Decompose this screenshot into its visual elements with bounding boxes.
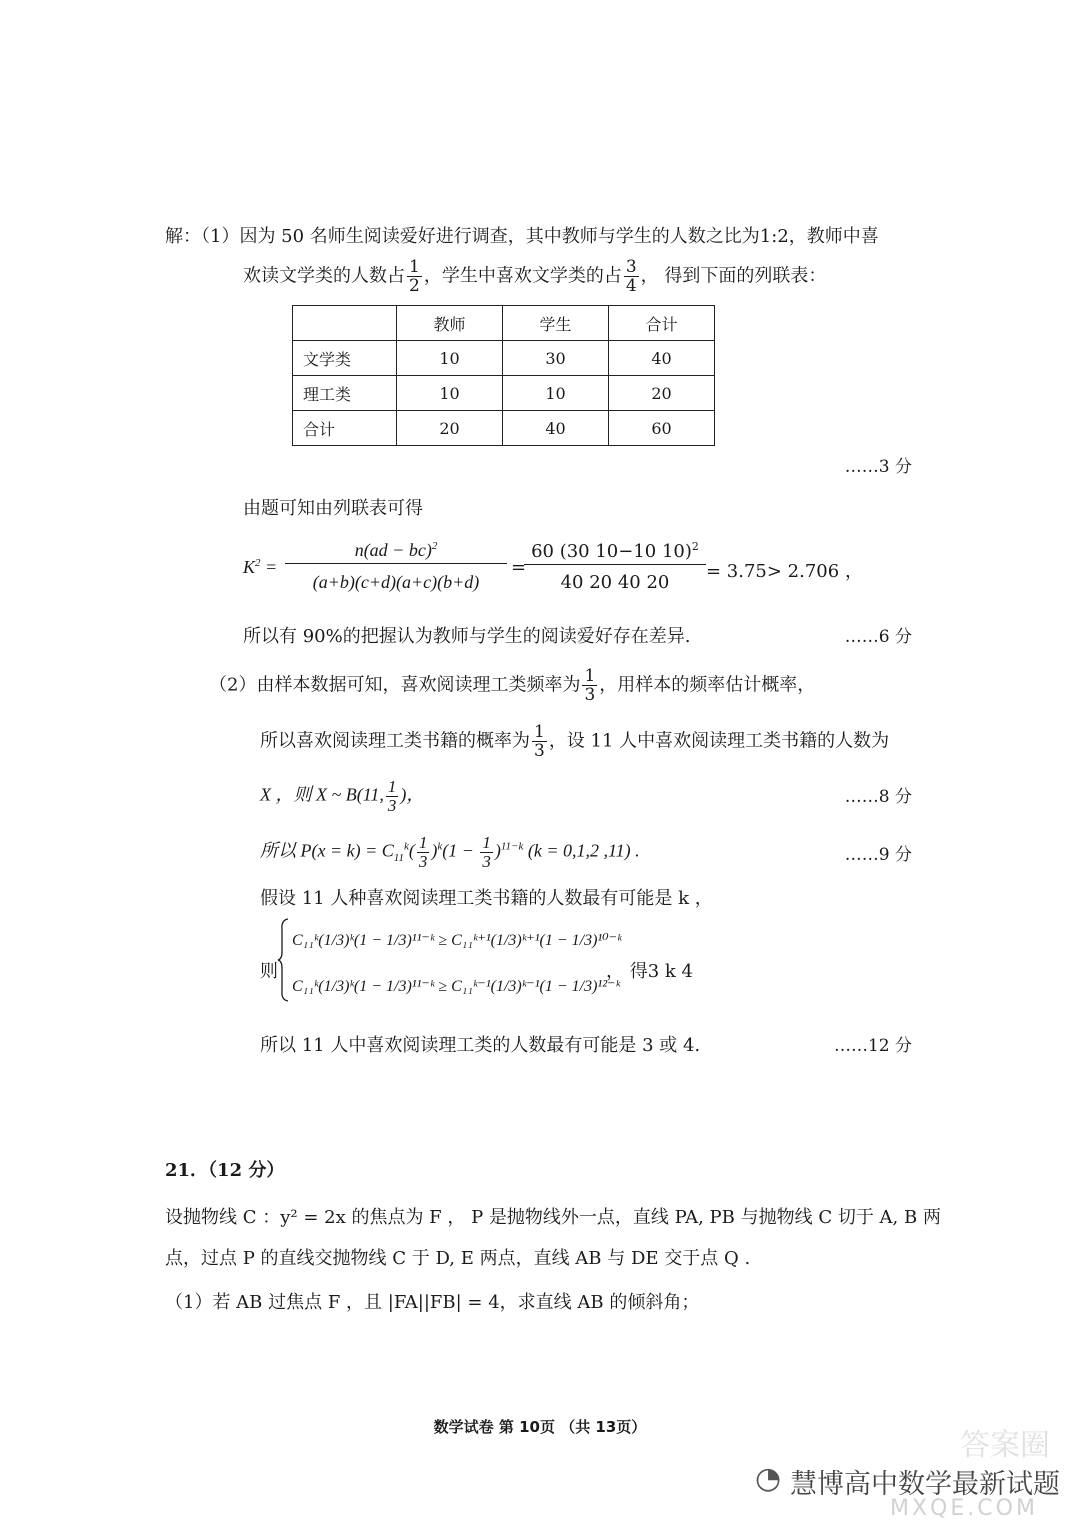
solution-line-2: [243, 258, 826, 295]
then-label: 则: [260, 961, 278, 982]
text-segment: 所以 P(x = k) = C: [260, 840, 394, 861]
denominator: 2: [409, 276, 420, 296]
wechat-icon: ◔: [755, 1461, 782, 1496]
table-cell: 学生: [503, 306, 609, 341]
text-segment: （2）由样本数据可知，喜欢阅读理工类频率为: [209, 674, 581, 696]
table-cell: 20: [609, 376, 715, 411]
table-row: [293, 411, 715, 446]
k2-symbol: $K^2$ =: [243, 557, 278, 577]
table-cell: 教师: [397, 306, 503, 341]
fraction-third: [582, 667, 597, 704]
text-segment: ，设 11 人中喜欢阅读理工类书籍的人数为: [548, 730, 890, 752]
text-segment: ，用样本的频率估计概率，: [599, 674, 816, 696]
table-cell: 30: [503, 341, 609, 376]
text-segment: 欢读文学类的人数占: [243, 265, 405, 287]
table-header-row: [293, 306, 715, 341]
table-cell: 文学类: [293, 341, 397, 376]
part2-line-2: [260, 723, 889, 760]
question-21-title: 21．（12 分）: [165, 1160, 285, 1181]
solution-line-1: 解：（1）因为 50 名师生阅读爱好进行调查，其中教师与学生的人数之比为1:2，教师中喜: [165, 226, 879, 247]
text-segment: X ，则 X ~ B(11,: [260, 784, 384, 805]
watermark-brand: 慧博高中数学最新试题: [790, 1469, 1060, 1500]
text-segment: (k = 0,1,2 ,11) .: [527, 840, 640, 861]
denominator: 3: [534, 741, 545, 761]
question-21-line-2: 点，过点 P 的直线交抛物线 C 于 D, E 两点，直线 AB 与 DE 交于点 Q .: [165, 1248, 751, 1269]
part2-conclusion: 所以 11 人中喜欢阅读理工类的人数最有可能是 3 或 4.: [260, 1035, 701, 1056]
table-row: [293, 341, 715, 376]
inequality-result: ， 得3 k 4: [606, 961, 693, 982]
score-marker-6: ……6 分: [844, 627, 912, 647]
k2-denominator: (a+b)(c+d)(a+c)(b+d): [312, 572, 480, 592]
table-cell: 10: [397, 376, 503, 411]
denominator: 3: [418, 852, 428, 871]
table-cell: 40: [609, 341, 715, 376]
part2-line-5: 假设 11 人种喜欢阅读理工类书籍的人数最有可能是 k ，: [260, 888, 713, 909]
part2-line-3: [260, 778, 424, 815]
text-segment: ，学生中喜欢文学类的占: [423, 265, 622, 287]
text-segment: 所以喜欢阅读理工类书籍的概率为: [260, 730, 530, 752]
k2-value-numerator: 60 (30 10−10 10)$^2$: [524, 540, 706, 565]
inequality-row-2: C₁₁ᵏ(1/3)ᵏ(1 − 1/3)¹¹⁻ᵏ ≥ C₁₁ᵏ⁻¹(1/3)ᵏ⁻¹(1 − 1/3)¹²⁻ᵏ: [292, 978, 620, 995]
contingency-table: [292, 305, 715, 446]
score-marker-9: ……9 分: [844, 845, 912, 865]
numerator: 1: [387, 777, 397, 796]
numerator: 3: [625, 257, 637, 277]
watermark-stamp: 答案圈: [960, 1428, 1050, 1463]
fraction-three-quarters: [624, 258, 639, 295]
fraction-third: [480, 834, 493, 871]
score-marker-3: ……3 分: [844, 457, 912, 477]
numerator: 1: [409, 257, 420, 277]
numerator: 1: [482, 833, 491, 852]
table-cell: 10: [503, 376, 609, 411]
k2-numerator: n(ad − bc)$^2$: [285, 540, 507, 564]
part2-line-4: 所以 $P(x = k) = C_{11}^k$( $\frac{1}{3}$ )$^k$(1 − $\frac{1}{3}$ )$^{11-k}$ (k = 0,1,2 ,11) .: [260, 833, 640, 871]
table-row: [293, 376, 715, 411]
question-21-line-1: 设抛物线 C ：y² = 2x 的焦点为 F ， P 是抛物线外一点，直线 PA, PB 与抛物线 C 切于 A, B 两: [165, 1207, 941, 1228]
numerator: 1: [534, 722, 545, 742]
numerator: 1: [418, 833, 428, 852]
table-cell: 合计: [609, 306, 715, 341]
text-segment: )，: [400, 784, 425, 805]
denominator: 3: [482, 852, 491, 871]
watermark-site: MXQE.COM: [890, 1496, 1038, 1521]
table-cell: 理工类: [293, 376, 397, 411]
denominator: 4: [625, 276, 637, 296]
k2-value-denominator: 40 20 40 20: [560, 572, 670, 593]
equals-sign: =: [511, 557, 527, 578]
question-21-line-3: （1）若 AB 过焦点 F ，且 |FA||FB| = 4，求直线 AB 的倾斜角；: [165, 1292, 700, 1313]
table-cell: 10: [397, 341, 503, 376]
formula-text: n(ad − bc): [354, 540, 432, 560]
page-footer: 数学试卷 第 10页 （共 13页）: [433, 1418, 647, 1436]
denominator: 3: [584, 685, 596, 705]
table-cell: 20: [397, 411, 503, 446]
fraction-third: [386, 778, 399, 815]
numerator: 1: [584, 666, 596, 686]
table-cell: 合计: [293, 411, 397, 446]
k2-letter: K: [243, 557, 256, 577]
k2-result: = 3.75> 2.706 ，: [706, 561, 863, 582]
score-marker-12: ……12 分: [833, 1036, 912, 1056]
inequality-row-1: C₁₁ᵏ(1/3)ᵏ(1 − 1/3)¹¹⁻ᵏ ≥ C₁₁ᵏ⁺¹(1/3)ᵏ⁺¹(1 − 1/3)¹⁰⁻ᵏ: [292, 932, 622, 949]
score-marker-8: ……8 分: [844, 787, 912, 807]
table-cell: 60: [609, 411, 715, 446]
left-brace-icon: [277, 918, 289, 1002]
text-segment: ， 得到下面的列联表：: [640, 265, 827, 287]
table-cell: 40: [503, 411, 609, 446]
denominator: 3: [387, 796, 397, 815]
table-cell: [293, 306, 397, 341]
fraction-half: [407, 258, 422, 295]
k2-intro: 由题可知由列联表可得: [243, 498, 423, 519]
conclusion-part1: 所以有 90%的把握认为教师与学生的阅读爱好存在差异.: [243, 626, 691, 647]
fraction-third: [532, 723, 547, 760]
formula-text: 60 (30 10−10 10): [531, 541, 692, 562]
part2-line-1: [209, 667, 815, 704]
fraction-third: [417, 834, 430, 871]
